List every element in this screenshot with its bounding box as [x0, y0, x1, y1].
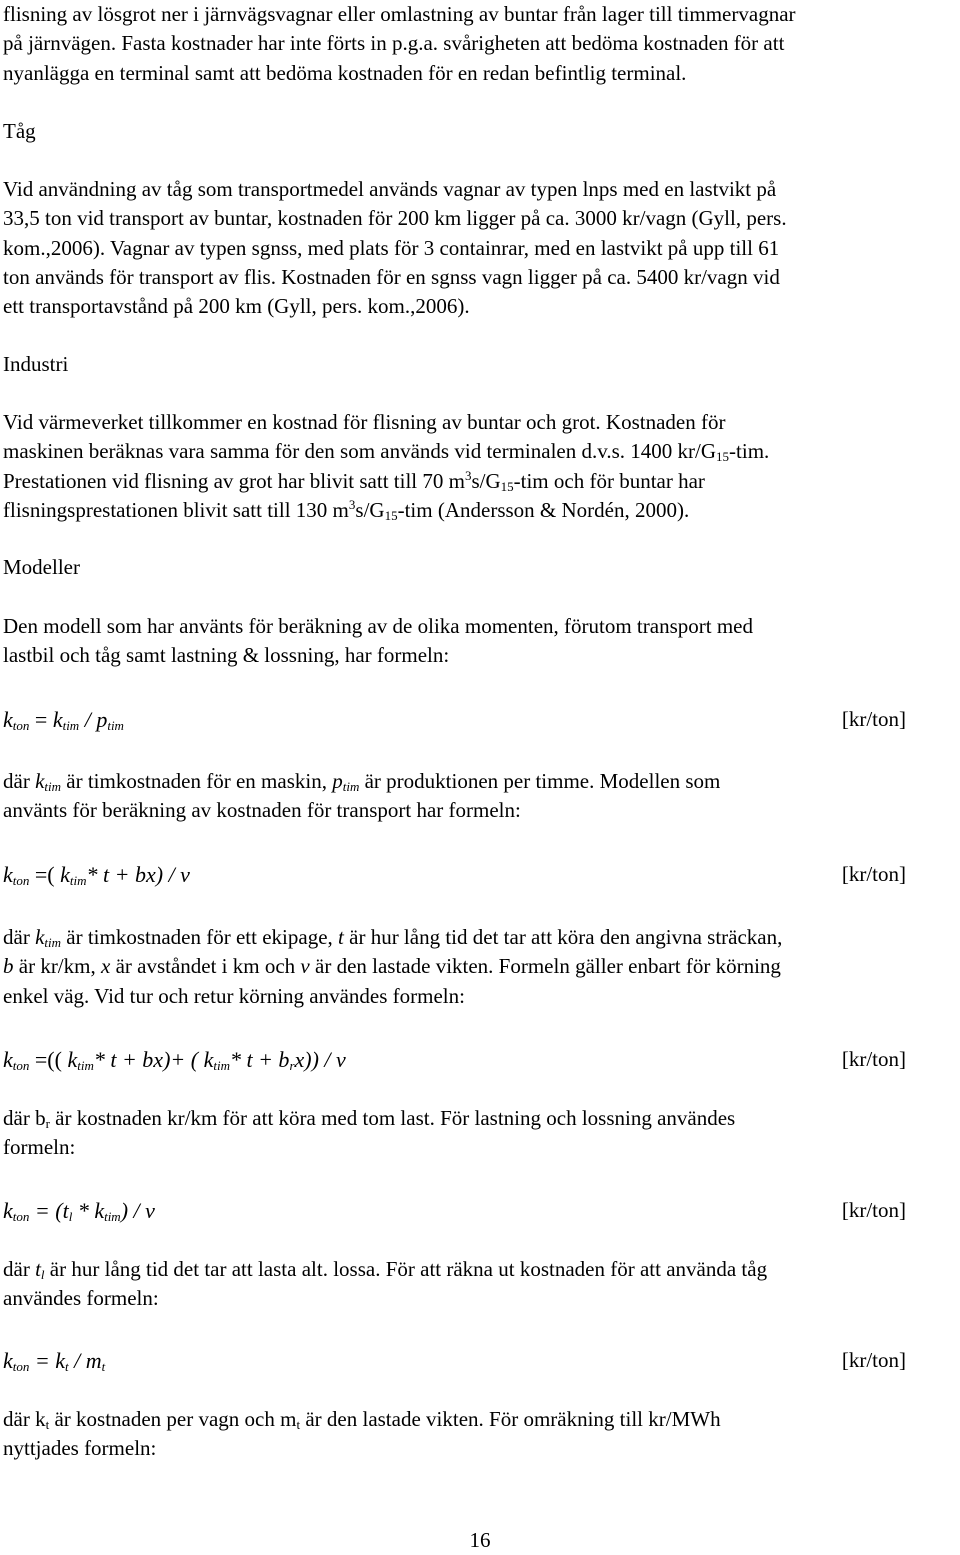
section-heading-modeller: Modeller [3, 555, 80, 579]
formula-unit: [kr/ton] [841, 707, 906, 731]
formula5-explanation: där $k_t$ är kostnaden per vagn och $m_t$ är den lastade vikten. För omräkning till kr/MWh nyttjades formeln: [3, 1407, 721, 1461]
section-heading-industri: Industri [3, 352, 69, 376]
formula3-explanation: där $b_r$ är kostnaden kr/km för att köra med tom last. För lastning och lossning användes formeln: [3, 1106, 736, 1160]
modeller-paragraph: Den modell som har använts för beräkning av de olika momenten, förutom transport med lastbil och tåg samt lastning & lossning, har formeln: [3, 614, 753, 668]
formula-hourly-cost: $k_{ton} = k_{tim} / p_{tim}$ [kr/ton] [3, 707, 906, 733]
formula-round-trip-cost: $k_{ton}$ =(( $k_{tim}*$ t + bx)+ ( $k_{tim}*$ $t + b_rx)) / v$ [kr/ton] [3, 1047, 906, 1073]
formula-transport-cost: $k_{ton}$ =( $k_{tim}*$ t + bx) / v [kr/ton] [3, 862, 906, 888]
intro-paragraph: flisning av lösgrot ner i järnvägsvagnar eller omlastning av buntar från lager till timmervagnar på järnvägen. Fasta kostnader har inte förts in p.g.a. svårigheten att bedöma kostnaden för att nyanlägga en terminal samt att bedöma kostnaden för en redan befintlig terminal. [3, 2, 796, 85]
tag-paragraph: Vid användning av tåg som transportmedel används vagnar av typen lnps med en lastvikt på 33,5 ton vid transport av buntar, kostnaden för 200 km ligger på ca. 3000 kr/vagn (Gyll, pers. kom.,2006). Vagnar av typen sgnss, med plats för 3 containrar, med en lastvikt på upp till 61 ton används för transport av flis. Kostnaden för en sgnss vagn ligger på ca. 5400 kr/vagn vid ett transportavstånd på 200 km (Gyll, pers. kom.,2006). [3, 177, 787, 319]
formula4-explanation: där $t_l$ är hur lång tid det tar att lasta alt. lossa. För att räkna ut kostnaden för att använda tåg användes formeln: [3, 1257, 768, 1311]
formula-unit: [kr/ton] [841, 1047, 906, 1071]
formula-loading-cost: $k_{ton} = (t_l * k_{tim}) / v$ [kr/ton] [3, 1198, 906, 1224]
formula-unit: [kr/ton] [841, 1348, 906, 1372]
formula2-explanation: där $k_{tim}$ är timkostnaden för ett ekipage, t är hur lång tid det tar att köra den angivna sträckan, b är kr/km, x är avståndet i km och v är den lastade vikten. Formeln gäller enbart för körning enkel väg. Vid tur och retur körning användes formeln: [3, 925, 783, 1008]
formula-unit: [kr/ton] [841, 1198, 906, 1222]
formula-unit: [kr/ton] [841, 862, 906, 886]
industri-paragraph: Vid värmeverket tillkommer en kostnad för flisning av buntar och grot. Kostnaden för maskinen beräknas vara samma för den som används vid terminalen d.v.s. 1400 $kr/G_{15}$-tim. Prestationen vid flisning av grot har blivit satt till 70 $m^3s/G_{15}$-tim och för buntar har flisningsprestationen blivit satt till 130 $m^3s/G_{15}$-tim (Andersson & Nordén, 2000). [3, 410, 770, 523]
page-number: 16 [469, 1528, 491, 1552]
section-heading-tag: Tåg [3, 119, 36, 143]
formula-train-cost: $k_{ton} = k_t / m_t$ [kr/ton] [3, 1348, 906, 1374]
formula1-explanation: där $k_{tim}$ är timkostnaden för en maskin, $p_{tim}$ är produktionen per timme. Modellen som använts för beräkning av kostnaden för transport har formeln: [3, 769, 721, 823]
